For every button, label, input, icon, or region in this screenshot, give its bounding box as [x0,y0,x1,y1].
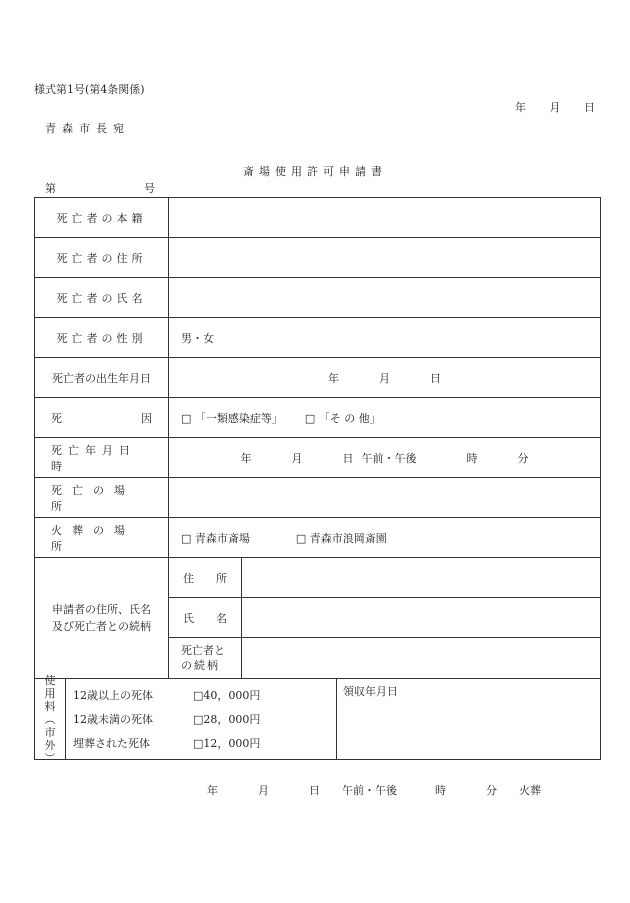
label-death-time [35,438,169,478]
label-birth [35,358,169,398]
label-cause [35,398,169,438]
row-applicant-address [35,558,601,598]
death-ampm-label: 午前・午後 [361,451,417,465]
label-address [35,238,169,278]
application-date [515,99,595,115]
field-name[interactable] [169,278,601,318]
field-applicant-address[interactable] [242,558,601,598]
fee-item[interactable] [66,731,336,755]
cremation-suffix-label: 火葬 [519,784,541,797]
field-death-place[interactable] [169,478,601,518]
label-cremation-place [35,518,169,558]
field-applicant-relation[interactable] [242,638,601,679]
field-address[interactable] [169,238,601,278]
field-cause [169,398,601,438]
cremation-ampm-label: 午前・午後 [342,784,397,797]
label-applicant [35,558,169,679]
document-number [45,180,155,196]
label-name-text: 死亡者の氏名 [56,291,147,305]
label-sex-text: 死亡者の性別 [56,331,147,345]
label-applicant-line2: 及び死亡者との続柄 [52,620,151,633]
receipt-date-label: 領収年月日 [343,685,398,698]
label-birth-text: 死亡者の出生年月日 [52,371,151,385]
death-month-label: 月 [291,451,303,465]
cremation-minute-label: 分 [486,784,497,797]
cause-option-infectious[interactable]: □ 「一類感染症等」 [181,411,283,425]
label-applicant-address-a: 住 [183,571,194,585]
row-address [35,238,601,278]
addressee: 青森市長宛 [45,122,130,135]
row-birth [35,358,601,398]
cremation-hour-label: 時 [435,784,446,797]
death-minute-label: 分 [517,451,529,465]
row-sex [35,318,601,358]
fee-category: 12歳以上の死体 [73,689,153,702]
field-death-time[interactable] [169,438,601,478]
field-cremation-place [169,518,601,558]
fee-category: 埋葬された死体 [73,737,150,750]
fee-amount: □28，000円 [193,713,261,726]
label-cremation-place-text: 火葬の場所 [51,523,135,553]
row-cremation-place [35,518,601,558]
field-birth[interactable] [169,358,601,398]
label-applicant-address-b: 所 [216,571,227,585]
birth-year-label: 年 [328,371,339,385]
fee-vert-char: 使 [44,673,56,687]
fee-vert-char: 料 [44,699,56,713]
label-death-place-text: 死亡の場所 [51,483,135,513]
cremation-option-namioka[interactable]: □ 青森市浪岡斎園 [295,531,387,545]
field-domicile[interactable] [169,198,601,238]
field-sex[interactable]: 男・女 [169,318,601,358]
fee-vert-char: 用 [44,686,56,700]
label-name [35,278,169,318]
number-prefix: 第 [45,182,56,195]
label-domicile [35,198,169,238]
cause-option-other[interactable]: □ 「そ の 他」 [304,411,381,425]
label-death-time-text: 死亡年月日時 [51,443,136,473]
cremation-option-aomori[interactable]: □ 青森市斎場 [181,531,250,545]
date-year-label: 年 [515,101,526,114]
fee-item[interactable] [66,683,336,707]
label-address-text: 死亡者の住所 [56,251,147,265]
label-applicant-relation [169,638,242,679]
label-applicant-name-a: 氏 [183,611,194,625]
label-sex [35,318,169,358]
fee-vert-char: 市 [44,725,56,739]
label-relation-line2: の続柄 [181,659,220,672]
fee-item[interactable] [66,707,336,731]
label-domicile-text: 死亡者の本籍 [56,211,147,225]
row-domicile [35,198,601,238]
cremation-datetime-line [207,782,541,798]
field-applicant-name[interactable] [242,598,601,638]
label-relation-line1: 死亡者と [181,644,225,657]
fee-block [35,673,601,765]
fee-vert-char: ︶ [44,751,56,765]
date-day-label: 日 [584,101,595,114]
cremation-year-label: 年 [207,784,218,797]
fee-vertical-label [35,673,66,765]
row-death-time [35,438,601,478]
death-hour-label: 時 [466,451,478,465]
label-death-place [35,478,169,518]
row-cause [35,398,601,438]
label-applicant-name-b: 名 [216,611,227,625]
label-cause-b: 因 [141,411,152,425]
label-cause-a: 死 [51,411,62,425]
row-fee [35,679,601,760]
date-month-label: 月 [549,101,561,114]
label-applicant-address [169,558,242,598]
number-suffix: 号 [144,182,155,195]
fee-amount: □40，000円 [193,689,261,702]
row-name [35,278,601,318]
fee-category: 12歳未満の死体 [73,713,153,726]
death-year-label: 年 [240,451,252,465]
cremation-month-label: 月 [258,784,269,797]
fee-amount: □12，000円 [193,737,261,750]
document-title: 斎場使用許可申請書 [243,165,387,178]
birth-day-label: 日 [430,371,441,385]
label-applicant-line1: 申請者の住所、氏名 [52,603,151,616]
form-number: 様式第1号(第4条関係) [34,83,145,96]
fee-list [66,679,337,759]
row-death-place [35,478,601,518]
receipt-date-field[interactable] [337,679,404,759]
fee-vert-char: ︵ [44,712,56,726]
fee-vert-char: 外 [44,738,56,752]
death-day-label: 日 [342,451,354,465]
label-applicant-name [169,598,242,638]
cremation-day-label: 日 [309,784,320,797]
birth-month-label: 月 [379,371,390,385]
application-form-table [34,197,601,765]
